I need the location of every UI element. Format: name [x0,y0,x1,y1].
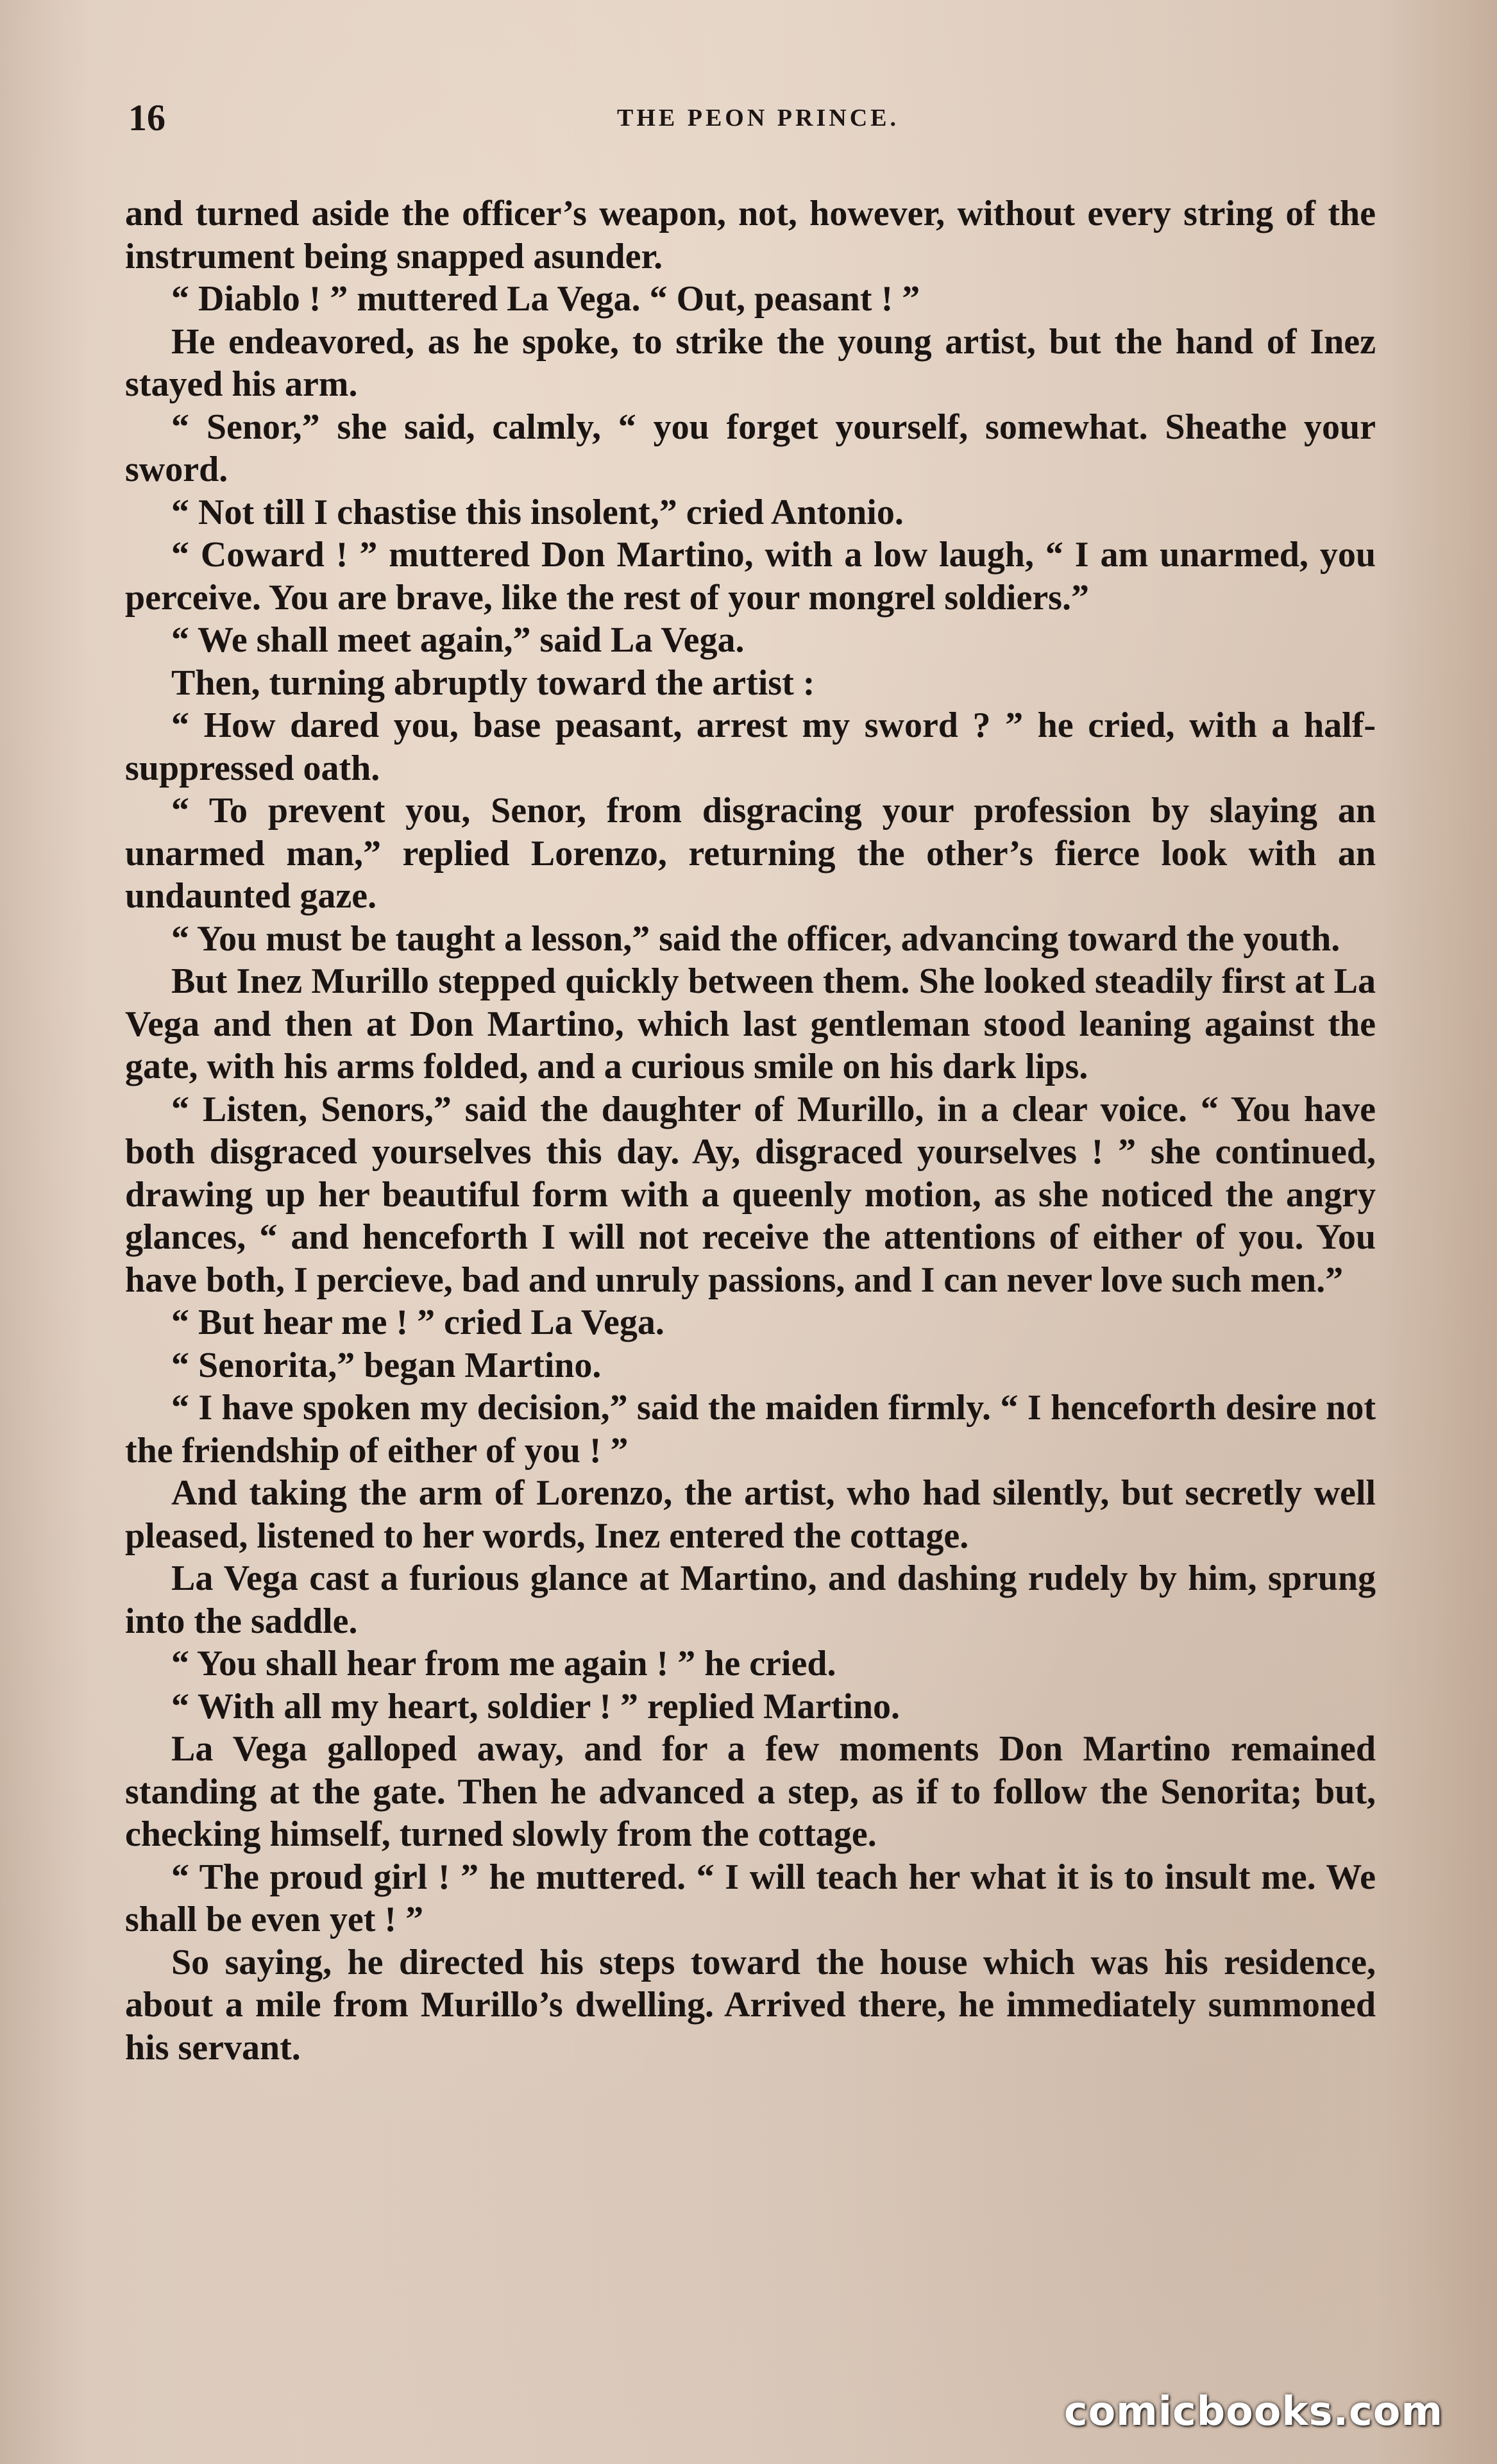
paragraph: “ You must be taught a lesson,” said the officer, advancing toward the youth. [171,918,1341,959]
watermark-text: comicbooks.com [1063,2388,1443,2434]
paragraph: “ With all my heart, soldier ! ” replied Martino. [171,1686,901,1726]
paragraph: And taking the arm of Lorenzo, the artist, who had silently, but secretly well pleased, listened to her words, Inez entered the cottage. [125,1473,1376,1556]
paragraph: “ You shall hear from me again ! ” he cried. [171,1644,836,1683]
paragraph: and turned aside the officer’s weapon, not, however, without every string of the instrument being snapped asunder. [125,194,1376,276]
paragraph: La Vega cast a furious glance at Martino, and dashing rudely by him, sprung into the saddle. [125,1558,1376,1641]
page-number: 16 [128,97,165,139]
paragraph: “ Coward ! ” muttered Don Martino, with a low laugh, “ I am unarmed, you perceive. You are brave, like the rest of your mongrel soldiers.” [125,535,1376,618]
paragraph: “ Diablo ! ” muttered La Vega. “ Out, peasant ! ” [171,279,920,319]
paragraph: “ The proud girl ! ” he muttered. “ I will teach her what it is to insult me. We shall be even yet ! ” [125,1857,1376,1939]
paragraph: He endeavored, as he spoke, to strike the young artist, but the hand of Inez stayed his arm. [125,321,1376,404]
paragraph: But Inez Murillo stepped quickly between them. She looked steadily first at La Vega and then at Don Martino, which last gentleman stood leaning against the gate, with his arms folded, and a curious smile on his dark lips. [125,961,1376,1086]
paragraph: Then, turning abruptly toward the artist : [171,662,815,703]
paragraph: “ We shall meet again,” said La Vega. [171,620,745,660]
paragraph: So saying, he directed his steps toward the house which was his residence, about a mile from Murillo’s dwelling. Arrived there, he immediately summoned his servant. [125,1942,1376,2068]
paragraph: “ Senor,” she said, calmly, “ you forget yourself, somewhat. Sheathe your sword. [125,407,1376,489]
paragraph: “ I have spoken my decision,” said the maiden firmly. “ I henceforth desire not the friendship of either of you ! ” [125,1388,1376,1471]
paragraph: “ To prevent you, Senor, from disgracing your profession by slaying an unarmed man,” replied Lorenzo, returning the other’s fierce look with an undaunted gaze. [125,791,1376,916]
paragraph: “ Listen, Senors,” said the daughter of Murillo, in a clear voice. “ You have both disgraced yourselves this day. Ay, disgraced yourselves ! ” she continued, drawing up her beautiful form with a queenly motion, as she noticed the angry glances, “ and henceforth I will not receive the attentions of either of you. You have both, I percieve, bad and unruly passions, and I can never love such men.” [125,1089,1376,1300]
paragraph: “ Not till I chastise this insolent,” cried Antonio. [171,492,904,532]
body-text [125,192,1376,2069]
running-title: THE PEON PRINCE. [617,105,899,131]
paragraph: “ But hear me ! ” cried La Vega. [171,1303,664,1342]
paragraph: “ How dared you, base peasant, arrest my sword ? ” he cried, with a half-suppressed oath. [125,705,1376,788]
paragraph: “ Senorita,” began Martino. [171,1345,602,1385]
paragraph: La Vega galloped away, and for a few moments Don Martino remained standing at the gate. Then he advanced a step, as if to follow the Senorita; but, checking himself, turned slowly from the cottage. [125,1729,1376,1854]
